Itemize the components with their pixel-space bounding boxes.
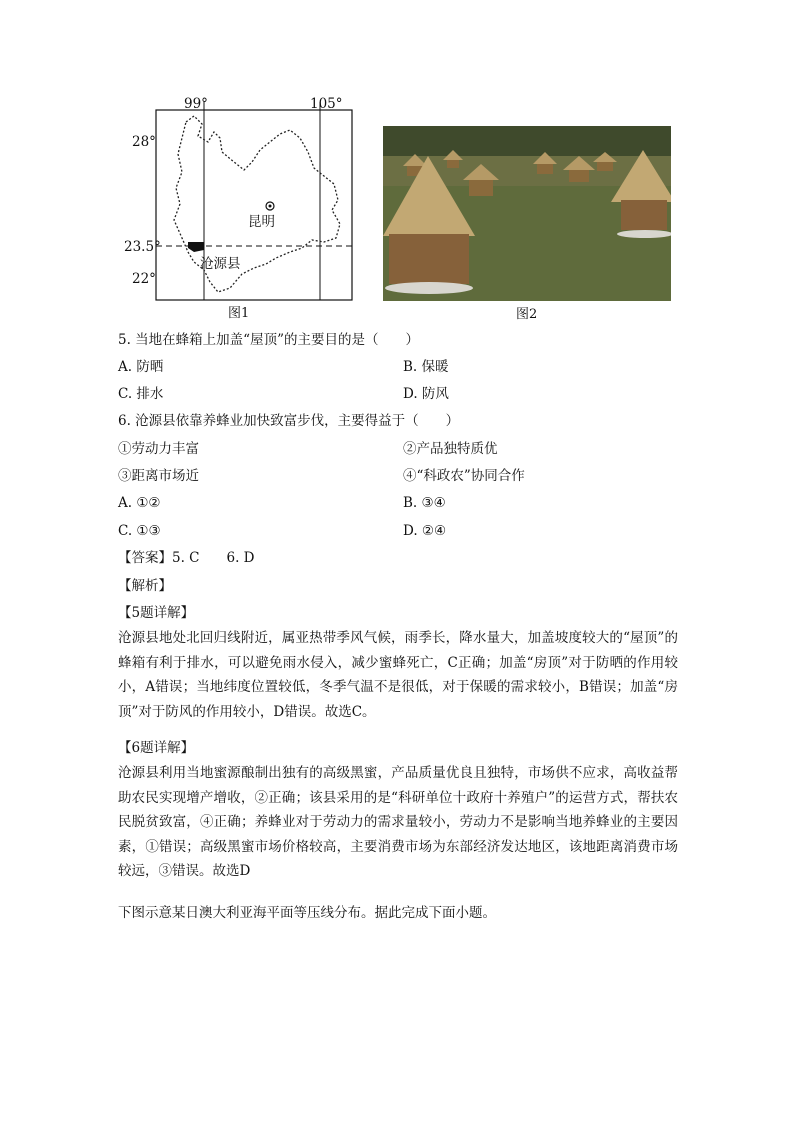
q6-detail-title: 【6题详解】 xyxy=(118,740,195,756)
lat-label-28: 28° xyxy=(132,134,156,150)
q6-option-c: C. ①③ xyxy=(118,523,161,539)
q5-option-d: D. 防风 xyxy=(403,386,449,402)
province-boundary xyxy=(174,116,340,292)
analysis-title: 【解析】 xyxy=(118,578,172,594)
q5-option-c: C. 排水 xyxy=(118,386,164,402)
q6-stem: 6. 沧源县依靠养蜂业加快致富步伐，主要得益于（ ） xyxy=(118,413,460,429)
lon-label-105: 105° xyxy=(310,96,343,112)
q6-option-d: D. ②④ xyxy=(403,523,447,539)
map-frame xyxy=(156,110,352,300)
figure1-map xyxy=(124,92,364,321)
answer-line: 【答案】5. C 6. D xyxy=(118,550,255,566)
q6-item-1: ①劳动力丰富 xyxy=(118,441,199,457)
q6-item-3: ③距离市场近 xyxy=(118,468,199,484)
q5-detail-title: 【5题详解】 xyxy=(118,605,195,621)
yunnan-map-svg xyxy=(124,92,364,317)
figure1-caption: 图1 xyxy=(228,306,250,321)
kunming-label: 昆明 xyxy=(248,214,275,230)
lat-label-22: 22° xyxy=(132,271,156,287)
q5-stem: 5. 当地在蜂箱上加盖“屋顶”的主要目的是（ ） xyxy=(118,332,419,348)
q5-option-b: B. 保暖 xyxy=(403,359,449,375)
figure2-caption: 图2 xyxy=(516,307,538,322)
figure2-photo xyxy=(383,126,671,301)
next-question-intro: 下图示意某日澳大利亚海平面等压线分布。据此完成下面小题。 xyxy=(118,905,496,921)
lon-label-99: 99° xyxy=(184,96,208,112)
q6-option-b: B. ③④ xyxy=(403,495,446,511)
q6-item-2: ②产品独特质优 xyxy=(403,441,498,457)
cangyuan-label: 沧源县 xyxy=(200,256,241,272)
q5-option-a: A. 防晒 xyxy=(118,359,164,375)
q6-option-a: A. ①② xyxy=(118,495,161,511)
q6-item-4: ④“科政农”协同合作 xyxy=(403,468,525,484)
cangyuan-county-mark xyxy=(188,242,204,252)
beehives-photo-svg xyxy=(383,126,671,301)
q6-detail-text: 沧源县利用当地蜜源酿制出独有的高级黑蜜，产品质量优良且独特，市场供不应求，高收益帮助农民实现增产增收，②正确；该县采用的是“科研单位十政府十养殖户”的运营方式，帮扶农民脱贫致富，④正确；养蜂业对于劳动力的需求量较小，劳动力不是影响当地养蜂业的主要因素，①错误；高级黑蜜市场价格较高，主要消费市场为东部经济发达地区，该地距离消费市场较远，③错误。故选D xyxy=(118,765,678,879)
q5-detail-text: 沧源县地处北回归线附近，属亚热带季风气候，雨季长，降水量大，加盖坡度较大的“屋顶”的蜂箱有利于排水，可以避免雨水侵入，减少蜜蜂死亡，C正确；加盖“房顶”对于防晒的作用较小，A错误；当地纬度位置较低，冬季气温不是很低，对于保暖的需求较小，B错误；加盖“房顶”对于防风的作用较小，D错误。故选C。 xyxy=(118,630,678,720)
lat-label-23-5: 23.5° xyxy=(124,239,161,255)
